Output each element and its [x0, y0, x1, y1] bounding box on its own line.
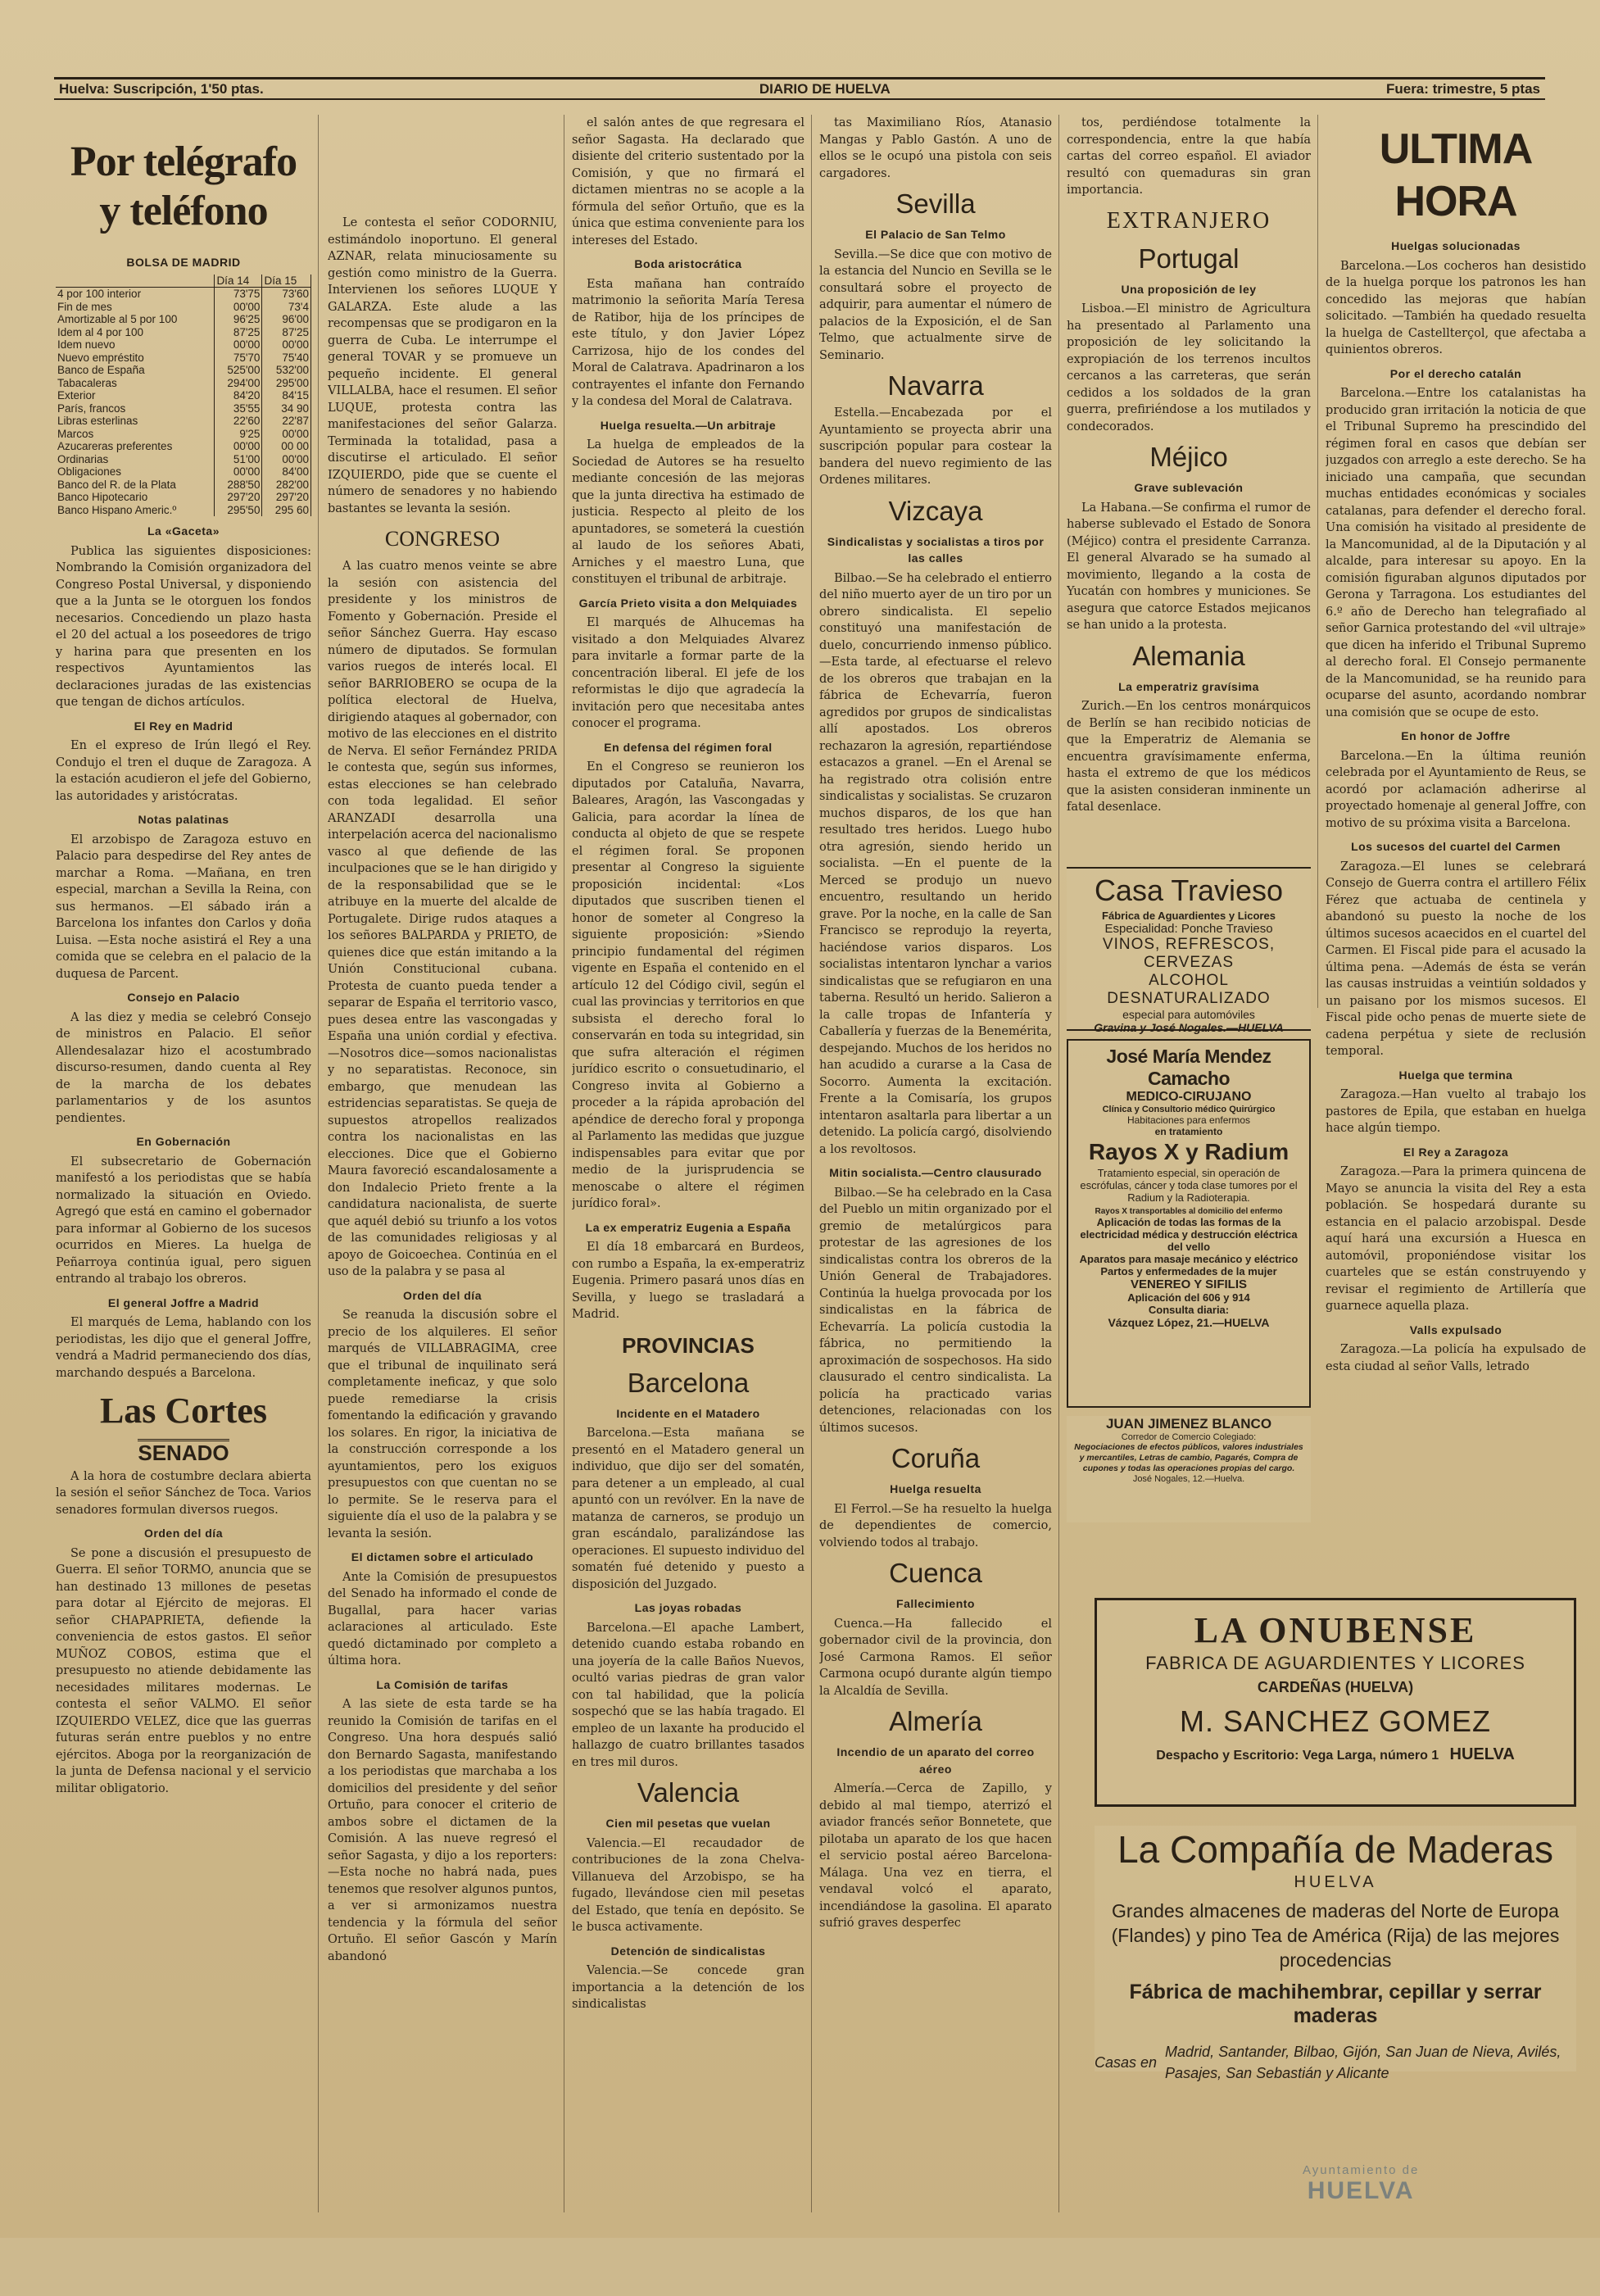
article-heading: Huelga resuelta [890, 1482, 981, 1495]
article-heading: La ex emperatriz Eugenia a España [585, 1220, 791, 1234]
article-text: Lisboa.—El ministro de Agricultura ha presentado al Parlamento una proposición de ley solicitando la expropiación de los terrenos incultos cercanos a las carreteras, que serán cedidos a los soldados de la gran guerra, prefiriéndose a los mutilados y condecorados. [1067, 302, 1311, 433]
article-text: Barcelona.—Esta mañana se presentó en el Matadero general un individuo, que dijo ser del somatén, para detener a un empleado, al cual apuntó con un revólver. En la nave de matanza de carneros, se produjo un gran escándalo, paralizándose las operaciones. El supuesto individuo del somatén fué detenido y puesto a disposición del Juzgado. [572, 1427, 805, 1591]
article-text: Bilbao.—Se ha celebrado en la Casa del Pueblo un mitin organizado por el gremio de metalúrgicos para protestar de las agresiones de los sindicalistas contra los obreros de la Unión General de Trabajadores. Continúa la huelga provocada por los sindicalistas en la fábrica de Echevarría. La policía custodia la fábrica, no permitiendo la aproximación de sospechosos. Ha sido clausurado el centro sindicalista. La policía ha practicado varias detenciones, relacionadas con los últimos sucesos. [819, 1186, 1052, 1435]
ad-casa-travieso [1067, 867, 1311, 1034]
stock-value: 84'00 [262, 465, 311, 479]
ad-line: Aparatos para masaje mecánico y eléctrico [1079, 1253, 1299, 1265]
column-4 [819, 115, 1052, 2196]
ad-line: Especialidad: Ponche Travieso [1104, 922, 1273, 936]
article-text: A las cuatro menos veinte se abre la sesión con asistencia del presidente y los ministros de Fomento y Gobernación. Preside el señor Sánchez Guerra. Hay escaso número de diputados. Se formulan varios ruegos de interés local. El señor BARRIOBERO se ocupa de la política electoral de Huelva, dirigiendo ataques al gobernador, con motivo de las elecciones en el distrito de Nerva. El señor Fernández PRIDA le contesta que, según sus informes, estas elecciones se han celebrado con toda legalidad. El señor ARANZADI desarrolla una interpelación acerca del nacionalismo vasco al que defiende de las inculpaciones que se le han dirigido y de la responsabilidad que se le atribuye en la muerte del alcalde de Portugalete. Dirige rudos ataques a los señores BALPARDA y PRIETO, de quienes dice que están imitando a la Unión Constitucional cubana. Protesta de cuanto pueda tender a separar de España el territorio vasco, pues desea entre las vascongadas y España una unión cordial y efectiva. —Nosotros dice—somos nacionalistas y no separatistas. Reconoce, sin embargo, que menudean las estridencias separatistas. Se queja de supuestos atropellos realizados contra los nacionalistas en las elecciones. Dice que el Gobierno Maura favoreció escandalosamente a don Indalecio Prieto frente a la candidatura nacionalista, de suerte que aquél debió su triunfo a los votos de las comunidades religiosas y al apoyo de Goicoechea. Continúa en el uso de la palabra y se pasa al [328, 560, 557, 1278]
article-text: Zaragoza.—Para la primera quincena de Mayo se anuncia la visita del Rey a esta población. Se hospedará durante su estancia en el palacio arzobispal. Desde aquí hará una excursión a Huesca en automóvil, proponiéndose visitar los cuarteles que se están construyendo y revisar el regimiento de Artillería que guarnece aquella plaza. [1326, 1165, 1586, 1313]
watermark-line: Ayuntamiento de [1303, 2163, 1420, 2177]
masthead [54, 77, 1545, 100]
ad-mendez-camacho [1067, 1039, 1311, 1408]
article-heading: García Prieto visita a don Melquiades [578, 596, 798, 610]
article-text: La huelga de empleados de la Sociedad de Autores se ha resuelto mediante concesión de las mejoras que la junta directiva ha estimado de justicia. Respecto al pleito de los apuntadores, se someterá la cuestión al laudo de los señores Abati, Arniches y el maestro Luna, que constituyen el tribunal de arbitraje. [572, 438, 805, 586]
stock-name: Tabacaleras [56, 377, 215, 390]
stock-value: 51'00 [215, 453, 262, 466]
article-text: Ante la Comisión de presupuestos del Senado ha informado el conde de Bugallal, para hacer varias aclaraciones al articulado. Este quedó dictaminado por completo a última hora. [328, 1570, 557, 1668]
article-heading: Fallecimiento [896, 1597, 975, 1610]
ad-line: M. SANCHEZ GOMEZ [1179, 1704, 1491, 1738]
article-heading: Boda aristocrática [634, 257, 742, 270]
stock-row [56, 352, 311, 365]
ad-line: Fábrica de Aguardientes y Licores [1102, 910, 1276, 922]
ad-title: JUAN JIMENEZ BLANCO [1105, 1416, 1272, 1432]
article-heading: Cien mil pesetas que vuelan [605, 1817, 771, 1830]
ad-line: Madrid, Santander, Bilbao, Gijón, San Juan de Nieva, Avilés, Pasajes, San Sebastián y Alicante [1165, 2044, 1561, 2081]
stock-value: 73'75 [215, 288, 262, 301]
stock-name: Banco del R. de la Plata [56, 479, 215, 492]
stock-name: Banco Hispano Americ.º [56, 504, 215, 517]
column-rule [318, 115, 319, 2212]
ad-title: Casa Travieso [1094, 873, 1284, 907]
article-heading: Orden del día [144, 1527, 223, 1540]
article-text: El marqués de Lema, hablando con los periodistas, les dijo que el general Joffre, vendrá a Madrid permaneciendo dos días, marchando después a Barcelona. [56, 1316, 311, 1380]
stock-value: 297'20 [262, 491, 311, 504]
column-rule [1058, 115, 1059, 2212]
column-6 [1326, 115, 1586, 1581]
stock-value: 295'50 [215, 504, 262, 517]
stock-name: 4 por 100 interior [56, 288, 215, 301]
article-text: Barcelona.—El apache Lambert, detenido cuando estaba robando en una joyería de la calle Baños Nuevos, ocultó varias piedras de gran valor con tal habilidad, que la policía sospechó que se las había tragado. El empleo de un laxante ha producido el hallazgo de cuatro brillantes tasados en tres mil duros. [572, 1621, 805, 1769]
article-heading: Huelga que termina [1398, 1068, 1513, 1082]
ad-line: Casas en [1095, 2053, 1158, 2071]
article-text: La Habana.—Se confirma el rumor de haberse sublevado el Estado de Sonora (Méjico) contra el presidente Carranza. El general Alvarado se ha sumado al movimiento, llegando a la costa de Yucatán con hombres y municiones. Se asegura que catorce Estados mejicanos se han unido a la protesta. [1067, 501, 1311, 632]
stock-row [56, 479, 311, 492]
stock-row [56, 440, 311, 453]
stock-row [56, 288, 311, 301]
country-title: Alemania [1132, 640, 1245, 671]
stock-value: 34 90 [262, 402, 311, 415]
article-text: Bilbao.—Se ha celebrado el entierro del niño muerto ayer de un tiro por un obrero sindicalista. El sepelio constituyó una manifestación de duelo, concurriendo inmenso público. —Esta tarde, al efectuarse el relevo de los obreros que trabajan en la fábrica de Echevarría, fueron agredidos por grupos de sindicalistas allí apostados. Los obreros rechazaron la agresión, repartiéndose estacazos a granel. —En el Arenal se ha registrado otra colisión entre sindicalistas y socialistas. Se cruzaron muchos disparos, de los que han resultado tres heridos. Luego hubo otra agresión, siendo herido un socialista. —En el puente de la Merced se produjo un nuevo encuentro, resultando un herido grave. Por la noche, en la calle de San Francisco se reprodujo la reyerta, haciéndose varios disparos. Los socialistas intentaron lynchar a varios sindicalistas que se refugiaron en una taberna. Resultó un herido. Salieron a la calle tropas de Infantería y Caballería y fuerzas de la Benemérita, despejando. Muchos de los heridos no han acudido a curarse a la Casa de Socorro. Aumenta la excitación. Frente a la Comisaría, los grupos intentaron asaltarla para libertar a un detenido. La policía cargó, disolviendo a los revoltosos. [819, 571, 1052, 1156]
article-text: Le contesta el señor CODORNIU, estimándolo inoportuno. El general AZNAR, relata minuciosamente su gestión como ministro de la Guerra. Intervienen los señores LUQUE Y GALARZA. Este alude a las recompensas que se prodigaron en la guerra de Cuba. Le interrumpe el general TOVAR y se promueve un pequeño incidente. El general VILLALBA, hace el resumen. El señor LUQUE, protesta contra las manifestaciones del señor Galarza. Terminada la totalidad, pasa a discutirse el articulado. El señor IZQUIERDO, pide que se cuente el número de senadores y no habiendo bastantes se levanta la sesión. [328, 216, 557, 515]
ad-line: VENEREO Y SIFILIS [1131, 1277, 1247, 1291]
stock-table [56, 275, 311, 517]
article-heading: Los sucesos del cuartel del Carmen [1351, 840, 1561, 853]
stock-value: 294'00 [215, 377, 262, 390]
article-text: tos, perdiéndose totalmente la correspondencia, entre la que había cartas del correo español. El aviador resultó con quemaduras sin gran importancia. [1067, 116, 1311, 197]
article-heading: La «Gaceta» [147, 524, 220, 538]
article-text: Barcelona.—Los cocheros han desistido de la huelga porque los patronos les han concedido las mejoras que habían solicitado. —También ha quedado resuelta la huelga de Castellterçol, que afectaba a quinientos obreros. [1326, 259, 1586, 356]
article-heading: Sindicalistas y socialistas a tiros por las calles [827, 534, 1045, 565]
stock-name: Obligaciones [56, 465, 215, 479]
article-text: el salón antes de que regresara el señor Sagasta. Ha declarado que disiente del criterio sustentado por la Comisión, y que no firmará el dictamen mientras no se acople a la fórmula del señor Ortuño, que es la única que estima conveniente para los intereses del Estado. [572, 116, 805, 247]
article-heading: Huelga resuelta.—Un arbitraje [600, 418, 777, 432]
stock-name: Exterior [56, 389, 215, 402]
ad-line: ALCOHOL DESNATURALIZADO [1107, 972, 1271, 1007]
city-title: Sevilla [895, 188, 976, 219]
bolsa-heading: BOLSA DE MADRID [126, 256, 241, 269]
stock-value: 00'00 [215, 440, 262, 453]
article-heading: Incendio de un aparato del correo aéreo [836, 1745, 1035, 1776]
stock-row [56, 491, 311, 504]
stock-value: 73'4 [262, 301, 311, 314]
ad-line: Grandes almacenes de maderas del Norte de Europa (Flandes) y pino Tea de América (Rija) de las mejores procedencias [1111, 1900, 1560, 1971]
country-title: Méjico [1149, 442, 1228, 472]
stock-row [56, 428, 311, 441]
article-heading: En defensa del régimen foral [604, 740, 773, 754]
stock-col-head: Día 15 [262, 275, 311, 288]
stock-value: 282'00 [262, 479, 311, 492]
stock-name: Nuevo empréstito [56, 352, 215, 365]
stock-value: 00'00 [215, 338, 262, 352]
article-text: El día 18 embarcará en Burdeos, con rumbo a España, la ex-emperatriz Eugenia. Primero pasará unos días en Sevilla, y luego se trasladará a Madrid. [572, 1241, 805, 1321]
article-text: A las diez y media se celebró Consejo de ministros en Palacio. El señor Allendesalazar hizo el acostumbrado discurso-resumen, dando cuenta al Rey de la marcha de los debates parlamentarios y de los asuntos pendientes. [56, 1010, 311, 1125]
ad-line: Aplicación de todas las formas de la electricidad médica y destrucción eléctrica del vello [1080, 1216, 1298, 1253]
column-1 [56, 115, 311, 2196]
ad-line: FABRICA DE AGUARDIENTES Y LICORES [1145, 1653, 1525, 1673]
ad-line: Aplicación del 606 y 914 [1127, 1291, 1250, 1304]
ad-branches-row [1095, 2041, 1576, 2084]
ad-line: Corredor de Comercio Colegiado: [1121, 1432, 1257, 1442]
ad-line: Despacho y Escritorio: Vega Larga, número 1 [1156, 1749, 1439, 1763]
stock-name: Azucareras preferentes [56, 440, 215, 453]
article-heading: Una proposición de ley [1121, 282, 1257, 296]
article-heading: Grave sublevación [1134, 481, 1244, 494]
article-heading: Orden del día [403, 1288, 482, 1302]
stock-name: Libras esterlinas [56, 415, 215, 428]
article-text: Valencia.—El recaudador de contribuciones de la zona Chelva-Villanueva del Arzobispo, se ha fugado, llevándose cien mil pesetas del Estado, que tenía en depósito. Se le busca activamente. [572, 1836, 805, 1934]
article-text: Zaragoza.—El lunes se celebrará Consejo de Guerra contra el artillero Félix Férez que actuaba de centinela y abandonó su puesto la noche de los últimos sucesos acaecidos en el cuartel del Carmen. El Fiscal pide para el acusado la última pena. —Además de ésta se verán las causas instruidas a veintiún soldados y un paisano por los mismos sucesos. El Fiscal pide ocho penas de muerte siete de cadena perpétua y siete de reclusión temporal. [1326, 860, 1586, 1058]
ad-line: CARDEÑAS (HUELVA) [1257, 1679, 1414, 1695]
stock-value: 00'00 [262, 338, 311, 352]
article-text: El arzobispo de Zaragoza estuvo en Palacio para despedirse del Rey antes de marchar a Roma. —Mañana, en tren especial, marchan a Sevilla la Reina, con sus hermanos. —El sábado irán a Barcelona los infantes don Carlos y doña Luisa. —Esta noche asistirá el Rey a una comida que se celebra en el palacio de la duquesa de Parcent. [56, 833, 311, 981]
masthead-subscription: Huelva: Suscripción, 1'50 ptas. [59, 80, 264, 97]
section-title: Por telégrafo y teléfono [70, 138, 297, 234]
stock-name: Amortizable al 5 por 100 [56, 313, 215, 326]
article-heading: La emperatriz gravísima [1118, 679, 1259, 693]
stock-row [56, 338, 311, 352]
ad-address-row [1097, 1745, 1574, 1764]
column-rule [811, 115, 812, 2212]
city-title: Valencia [637, 1777, 740, 1808]
article-heading: Por el derecho catalán [1389, 366, 1522, 380]
article-text: Valencia.—Se concede gran importancia a la detención de los sindicalistas [572, 1964, 805, 2011]
article-heading: Huelgas solucionadas [1391, 239, 1521, 252]
ad-line: Rayos X transportables al domicilio del enfermo [1095, 1207, 1283, 1216]
ultima-hora-title: ULTIMA HORA [1379, 125, 1533, 225]
article-text: El subsecretario de Gobernación manifestó a los periodistas que se había normalizado la situación en Oviedo. Agregó que está en camino el gobernador para informar al Gobierno de los sucesos ocurridos en Mieres. La huelga de Peñarroya continúa igual, pero siguen entrando al trabajo los obreros. [56, 1155, 311, 1286]
city-title: Almería [889, 1706, 982, 1736]
city-title: Vizcaya [888, 495, 983, 526]
article-text: Barcelona.—Entre los catalanistas ha producido gran irritación la noticia de que el Tribunal Supremo ha prescindido del régimen foral en casos que debían ser juzgados con arreglo a este derecho. Se ha iniciado una campaña, que secundan muchas entidades económicas y sociales catalanas, para defender el derecho foral. Una comisión ha visitado al presidente de la Mancomunidad, al de la Diputación y al alcalde, para interesar su apoyo. En la comisión figuraban algunos diputados por Gerona y Tarragona. Los estudiantes del 6.º año de Derecho han telegrafiado al señor Garnica protestando del «vil ultraje» que dicen ha inferido el Tribunal Supremo al derecho foral. El Consejo permanente de la Mancomunidad, se ha reunido para ocuparse del asunto, acordando nombrar una comisión que se ocupe de esto. [1326, 387, 1586, 719]
stock-row [56, 326, 311, 339]
column-5 [1067, 115, 1311, 864]
stock-value: 9'25 [215, 428, 262, 441]
column-rule [1317, 115, 1318, 1008]
ad-jimenez-blanco [1067, 1416, 1311, 1522]
provincias-title: PROVINCIAS [622, 1332, 755, 1358]
stock-row [56, 301, 311, 314]
watermark-line: HUELVA [1307, 2177, 1415, 2204]
article-heading: Mitin socialista.—Centro clausurado [829, 1166, 1042, 1179]
ad-line: HUELVA [1449, 1745, 1515, 1763]
article-heading: El dictamen sobre el articulado [351, 1550, 534, 1563]
article-text: Barcelona.—En la última reunión celebrada por el Ayuntamiento de Reus, se acordó por aclamación adherirse al proyectado homenaje al general Joffre, con motivo de su próxima visita a Barcelona. [1326, 749, 1586, 830]
ad-line: Habitaciones para enfermos [1126, 1114, 1251, 1126]
stock-value: 22'60 [215, 415, 262, 428]
ad-title: LA ONUBENSE [1194, 1610, 1477, 1650]
stock-value: 288'50 [215, 479, 262, 492]
ad-line: José Nogales, 12.—Huelva. [1132, 1474, 1245, 1484]
stock-name: Ordinarias [56, 453, 215, 466]
stock-value: 00'00 [262, 428, 311, 441]
stock-value: 96'00 [262, 313, 311, 326]
stock-row [56, 453, 311, 466]
article-heading: El Palacio de San Telmo [865, 228, 1006, 241]
stock-row [56, 377, 311, 390]
stock-value: 84'15 [262, 389, 311, 402]
stock-row [56, 389, 311, 402]
stock-name: Banco Hipotecario [56, 491, 215, 504]
stock-value: 35'55 [215, 402, 262, 415]
stock-value: 297'20 [215, 491, 262, 504]
article-text: El Ferrol.—Se ha resuelto la huelga de dependientes de comercio, volviendo todos al trabajo. [819, 1502, 1052, 1550]
article-text: Se reanuda la discusión sobre el precio de los alquileres. El señor marqués de VILLABRAGIMA, cree que el tribunal de inquilinato será completamente ineficaz, y que solo puede remediarse la crisis fomentando la edificación y gravando los solares. En rigor, la iniciativa de la construcción corresponde a los ayuntamientos, pero los exiguos presupuestos con que cuentan no se lo permite. Se le reserva para el siguiente día el uso de la palabra y se levanta la sesión. [328, 1309, 557, 1540]
stock-value: 84'20 [215, 389, 262, 402]
article-heading: El Rey a Zaragoza [1403, 1145, 1509, 1159]
article-text: Zaragoza.—La policía ha expulsado de esta ciudad al señor Valls, letrado [1326, 1343, 1586, 1373]
masthead-price: Fuera: trimestre, 5 ptas [1385, 80, 1540, 97]
article-text: tas Maximiliano Ríos, Atanasio Mangas y Pablo Gastón. A uno de ellos se le ocupó una pistola con seis cargadores. [819, 116, 1052, 180]
ad-line: especial para automóviles [1122, 1008, 1255, 1021]
stock-row [56, 402, 311, 415]
ad-line: Clínica y Consultorio médico Quirúrgico [1102, 1105, 1276, 1114]
stock-name: París, francos [56, 402, 215, 415]
city-title: Cuenca [889, 1558, 982, 1588]
stock-value: 00'00 [215, 465, 262, 479]
ad-line: VINOS, REFRESCOS, CERVEZAS [1102, 936, 1276, 971]
article-text: A las siete de esta tarde se ha reunido la Comisión de tarifas en el Congreso. Una hora después salió don Bernardo Sagasta, manifestando a los periodistas que marchaba a los domicilios del presidente y del señor Ortuño, para conocer el criterio de ambos sobre el dictamen de la Comisión. A las nueve regresó el señor Sagasta, y dijo a los reporters: —Esta noche no habrá nada, pues tenemos que resolver algunos puntos, a ver si armonizamos nuestra tendencia y la fórmula del señor Ortuño. El señor Gascón y Marín abandonó [328, 1698, 557, 1963]
article-text: Almería.—Cerca de Zapillo, y debido al mal tiempo, aterrizó el aviador francés señor Bonnetete, que pilotaba un aparato de los que hacen el servicio postal aéreo Barcelona-Málaga. Una vez en tierra, el vendaval volcó el aparato, incendiándose la gasolina. El aparato sufrió graves desperfec [819, 1782, 1052, 1930]
stock-value: 00'00 [215, 301, 262, 314]
ad-line: HUELVA [1294, 1873, 1377, 1891]
article-text: Esta mañana han contraído matrimonio la señorita María Teresa de Ratibor, hija de los príncipes de este título, y don Javier López Carrizosa, hijo de los condes del Moral de Calatrava. Apadrinaron a los contrayentes el infante don Fernando y la condesa del Moral de Calatrava. [572, 277, 805, 408]
article-text: En el expreso de Irún llegó el Rey. Condujo el tren el duque de Zaragoza. A la estación acudieron el jefe del Gobierno, las autoridades y aristócratas. [56, 739, 311, 803]
congreso-title: CONGRESO [384, 527, 501, 551]
masthead-title: DIARIO DE HUELVA [759, 80, 891, 97]
ad-la-onubense [1095, 1598, 1576, 1807]
country-title: Portugal [1138, 243, 1240, 274]
article-text: Zaragoza.—Han vuelto al trabajo los pastores de Epila, que estaban en huelga hace algún tiempo. [1326, 1088, 1586, 1135]
stock-value: 75'70 [215, 352, 262, 365]
stock-row [56, 465, 311, 479]
ad-line: Vázquez López, 21.—HUELVA [1108, 1316, 1270, 1329]
city-title: Barcelona [627, 1367, 750, 1398]
stock-value: 87'25 [262, 326, 311, 339]
article-heading: La Comisión de tarifas [376, 1677, 509, 1691]
stock-value: 87'25 [215, 326, 262, 339]
article-heading: En Gobernación [136, 1135, 231, 1148]
stock-row [56, 415, 311, 428]
stock-name: Idem nuevo [56, 338, 215, 352]
article-text: Estella.—Encabezada por el Ayuntamiento se proyecta abrir una suscripción popular para costear la bandera del nuevo regimiento de las Ordenes militares. [819, 406, 1052, 487]
stock-value: 525'00 [215, 364, 262, 377]
column-3 [572, 115, 805, 2196]
ad-line: Fábrica de machihembrar, cepillar y serrar maderas [1129, 1981, 1542, 2027]
archive-watermark [1303, 2163, 1419, 2205]
stock-value: 00 00 [262, 440, 311, 453]
section-title: EXTRANJERO [1106, 207, 1271, 234]
stock-value: 532'00 [262, 364, 311, 377]
stock-col-head [56, 275, 215, 288]
article-text: Se pone a discusión el presupuesto de Guerra. El señor TORMO, anuncia que se han destinado 13 millones de pesetas para dotar al Ejército de mejoras. El señor CHAPAPRIETA, defiende la conveniencia de estos gastos. El señor MUÑOZ COBOS, estima que el presupuesto no atiende debidamente las necesidades militares modernas. Le contesta el señor VALMO. El señor IZQUIERDO VELEZ, dice que las guerras futuras serán entre pueblos y no entre ejércitos. Aboga por la reorganización de la junta de Defensa nacional y el servicio militar obligatorio. [56, 1546, 311, 1795]
stock-name: Marcos [56, 428, 215, 441]
article-text: Zurich.—En los centros monárquicos de Berlín se han recibido noticias de que la Emperatriz de Alemania se encuentra gravísimamente enferma, hasta el extremo de que los médicos que la asisten consideran inminente un fatal desenlace. [1067, 700, 1311, 814]
stock-name: Idem al 4 por 100 [56, 326, 215, 339]
article-text: A la hora de costumbre declara abierta la sesión el señor Sánchez de Toca. Varios senadores formulan diversos ruegos. [56, 1469, 311, 1517]
cortes-title: Las Cortes [99, 1391, 268, 1431]
stock-value: 96'25 [215, 313, 262, 326]
article-text: Publica las siguientes disposiciones: Nombrando la Comisión organizadora del Congreso Postal Universal, y disponiendo que a la Junta se le otorguen los fondos necesarios. Concediendo un plazo hasta el 20 del actual a los poseedores de trigo y harina para que presenten en los respectivos Ayuntamientos las declaraciones juradas de las existencias que tengan de dichos artículos. [56, 544, 311, 709]
ad-line: MEDICO-CIRUJANO [1126, 1090, 1252, 1104]
stock-row [56, 504, 311, 517]
article-heading: El Rey en Madrid [134, 719, 233, 733]
stock-value: 295 60 [262, 504, 311, 517]
stock-value: 00'00 [262, 453, 311, 466]
ad-line: Negociaciones de efectos públicos, valores industriales y mercantiles, Letras de cambio, Pagarés, Compra de cupones y todas las operaciones propias del cargo. [1074, 1442, 1303, 1473]
ad-title: La Compañía de Maderas [1117, 1828, 1553, 1871]
article-heading: Notas palatinas [138, 813, 229, 826]
article-text: Sevilla.—Se dice que con motivo de la estancia del Nuncio en Sevilla se le consultará sobre el proyecto de adquirir, para aumentar el número de palacios de la Exposición, el de San Telmo, que actualmente sirve de Seminario. [819, 247, 1052, 362]
article-heading: Consejo en Palacio [127, 991, 240, 1004]
article-heading: Detención de sindicalistas [610, 1944, 766, 1958]
ad-line: Rayos X y Radium [1088, 1139, 1290, 1164]
senado-title: SENADO [138, 1441, 229, 1465]
stock-value: 73'60 [262, 288, 311, 301]
stock-name: Fin de mes [56, 301, 215, 314]
stock-value: 75'40 [262, 352, 311, 365]
article-heading: Valls expulsado [1409, 1323, 1503, 1336]
ad-line: Gravina y José Nogales.—HUELVA [1094, 1021, 1284, 1034]
stock-row [56, 313, 311, 326]
article-text: Cuenca.—Ha fallecido el gobernador civil de la provincia, don José Carmona Ramos. El señor Carmona ocupó durante algún tiempo la Alcaldía de Sevilla. [819, 1617, 1052, 1698]
stock-name: Banco de España [56, 364, 215, 377]
ad-line: Consulta diaria: [1148, 1304, 1230, 1316]
stock-col-head: Día 14 [215, 275, 262, 288]
ad-line: Tratamiento especial, sin operación de escrófulas, cáncer y toda clase tumores por el Radium y la Radioterapia. [1080, 1167, 1298, 1204]
article-text: En el Congreso se reunieron los diputados por Cataluña, Navarra, Baleares, Aragón, las Vascongadas y Galicia, para acordar la línea de conducta al objeto de que se respete el régimen foral. Se proponen presentar al Congreso la siguiente proposición incidental: «Los diputados que suscriben tienen el honor de someter al Congreso la siguiente proposición: »Siendo principio fundamental del régimen vigente en España el contenido en el artículo 12 del Código civil, según el cual las provincias y territorios en que subsista el derecho foral lo conservarán en toda su integridad, sin que sufra alteración el régimen jurídico escrito o consuetudinario, el Congreso invita al Gobierno a proceder a la rápida aprobación del apéndice de derecho foral y proponga al Parlamento las medidas que juzgue indispensables para evitar que por medio de la jurisprudencia se menoscabe o altere el régimen jurídico foral». [572, 760, 805, 1210]
column-2 [328, 215, 557, 2296]
stock-value: 22'87 [262, 415, 311, 428]
stock-row [56, 364, 311, 377]
ad-line: Partos y enfermedades de la mujer [1100, 1265, 1277, 1277]
ad-compania-maderas [1095, 1826, 1576, 2081]
city-title: Navarra [887, 370, 984, 401]
article-heading: Las joyas robadas [634, 1601, 742, 1614]
ad-title: José María Mendez Camacho [1106, 1046, 1271, 1089]
ad-line: en tratamiento [1154, 1126, 1223, 1137]
article-heading: En honor de Joffre [1401, 729, 1511, 742]
article-heading: Incidente en el Matadero [616, 1406, 760, 1420]
article-text: El marqués de Alhucemas ha visitado a don Melquiades Alvarez para invitarle a formar parte de la concentración liberal. El jefe de los reformistas le dijo que agradecía la invitación pero que necesitaba antes conocer el programa. [572, 616, 805, 730]
city-title: Coruña [891, 1443, 981, 1473]
stock-value: 295'00 [262, 377, 311, 390]
article-heading: El general Joffre a Madrid [107, 1295, 260, 1309]
